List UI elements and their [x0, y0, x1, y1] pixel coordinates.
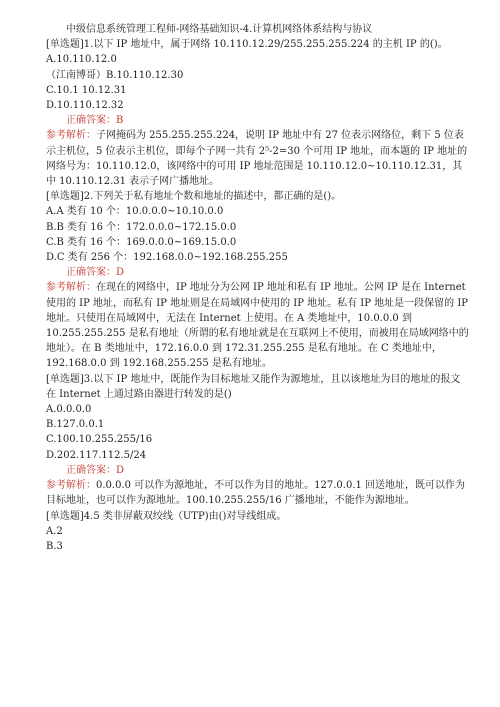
question-2-option-a: A.A 类有 10 个：10.0.0.0~10.10.0.0 [46, 206, 224, 218]
question-3-option-d: D.202.117.112.5/24 [46, 449, 147, 461]
question-1-explanation [46, 128, 470, 189]
question-3-stem: [单选题]3.以下 IP 地址中，既能作为目标地址又能作为源地址，且以该地址为目的地址的报文在 Internet 上通过路由器进行转发的是() [46, 373, 461, 400]
question-3-answer [46, 463, 470, 478]
answer-value: D [116, 267, 125, 279]
question-4-option-a: A.2 [46, 525, 63, 537]
answer-value: B [116, 115, 124, 127]
answer-label: 正确答案： [66, 267, 116, 279]
question-2-explanation [46, 280, 470, 371]
answer-value: D [116, 464, 125, 476]
question-3-option-b: B.127.0.0.1 [46, 419, 105, 431]
explanation-label: 参考解析： [46, 480, 96, 492]
explanation-text: 子网掩码为 255.255.255.224，说明 IP 地址中有 27 位表示网络位，剩下 5 位表示主机位，5 位表示主机位，即每个子网一共有 2⁵-2=30 个可用 IP 地址，而本题的 IP 地址的网络号为：10.110.12.0，该网络中的可用 IP 地址范围是 10.110.12.0~10.110.12.31，其中 10.110.12.31 表示子网广播地址。 [46, 130, 468, 188]
question-2-option-d: D.C 类有 256 个：192.168.0.0~192.168.255.255 [46, 252, 288, 264]
explanation-label: 参考解析： [46, 282, 96, 294]
question-1-stem: [单选题]1.以下 IP 地址中，属于网络 10.110.12.29/255.255.255.224 的主机 IP 的()。 [46, 39, 448, 51]
document-body [46, 22, 470, 554]
explanation-text: 0.0.0.0 可以作为源地址，不可以作为目的地址。127.0.0.1 回送地址，既可以作为目标地址，也可以作为源地址。100.10.255.255/16 广播地址，不能作为源地址。 [46, 480, 466, 507]
answer-label: 正确答案： [66, 115, 116, 127]
answer-label: 正确答案： [66, 464, 116, 476]
question-1-option-d: D.10.110.12.32 [46, 100, 124, 112]
question-4-option-b: B.3 [46, 540, 63, 552]
question-2-stem: [单选题]2.下列关于私有地址个数和地址的描述中，都正确的是()。 [46, 191, 342, 203]
question-2-option-b: B.B 类有 16 个：172.0.0.0~172.15.0.0 [46, 221, 237, 233]
question-1-answer [46, 113, 470, 128]
document-title: 中级信息系统管理工程师-网络基础知识-4.计算机网络体系结构与协议 [66, 24, 373, 35]
explanation-text: 在现在的网络中，IP 地址分为公网 IP 地址和私有 IP 地址。公网 IP 是在 Internet 使用的 IP 地址，而私有 IP 地址则是在局域网中使用的 IP 地址。私有 IP 地址是一段保留的 IP 地址。只使用在局域网中，无法在 Internet 上使用。在 A 类地址中，10.0.0.0 到 10.255.255.255 是私有地址（所谓的私有地址就是在互联网上不使用，而被用在局域网络中的地址）。在 B 类地址中，172.16.0.0 到 172.31.255.255 是私有地址。在 C 类地址中，192.168.0.0 到 192.168.255.255 是私有地址。 [46, 282, 469, 370]
question-1-option-a: A.10.110.12.0 [46, 54, 117, 66]
question-1-option-c: C.10.1 10.12.31 [46, 84, 127, 96]
question-1-option-b: （江南博哥）B.10.110.12.30 [46, 69, 184, 81]
explanation-label: 参考解析： [46, 130, 96, 142]
question-3-option-c: C.100.10.255.255/16 [46, 434, 153, 446]
question-2-answer [46, 265, 470, 280]
question-3-explanation [46, 478, 470, 508]
question-2-option-c: C.B 类有 16 个：169.0.0.0~169.15.0.0 [46, 236, 237, 248]
question-4-stem: [单选题]4.5 类非屏蔽双绞线（UTP)由()对导线组成。 [46, 510, 287, 522]
question-3-option-a: A.0.0.0.0 [46, 404, 92, 416]
